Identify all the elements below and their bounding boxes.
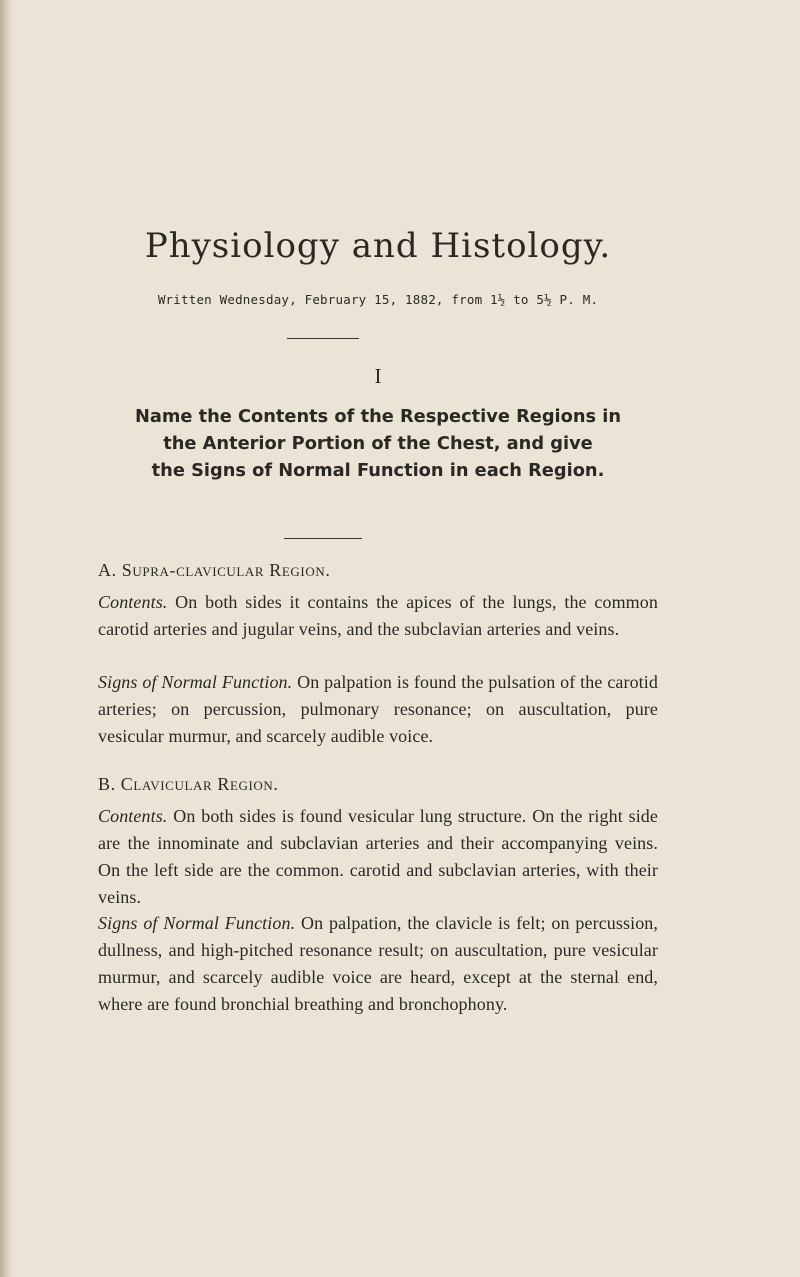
question-number: I bbox=[374, 364, 382, 388]
exam-dateline: Written Wednesday, February 15, 1882, from 1½ to 5½ P. M. bbox=[157, 292, 599, 307]
page-title: Physiology and Histology. bbox=[144, 226, 612, 266]
section-a-signs bbox=[98, 669, 658, 750]
page-binding-edge bbox=[0, 0, 14, 1277]
question-text bbox=[98, 403, 658, 484]
section-b-contents bbox=[98, 803, 658, 911]
section-b-heading: B. Clavicular Region. bbox=[98, 774, 279, 794]
signs-text: On palpation is found the pulsation of the carotid arteries; on percussion, pulmonary resonance; on auscultation, pure vesicular murmur, and scarcely audible voice. bbox=[98, 672, 658, 746]
signs-label: Signs of Normal Function. bbox=[98, 913, 302, 933]
section-b-signs bbox=[98, 910, 658, 1018]
contents-label: Contents. bbox=[98, 806, 174, 826]
question-line: the Anterior Portion of the Chest, and give bbox=[163, 433, 593, 454]
contents-text: On both sides is found vesicular lung structure. On the right side are the innominate and subclavian arteries and their accompanying veins. On the left side are the common. carotid and subclavian arteries, with their veins. bbox=[98, 806, 658, 907]
section-a-heading: A. Supra-clavicular Region. bbox=[98, 560, 331, 580]
divider-rule bbox=[287, 338, 359, 339]
contents-text: On both sides it contains the apices of the lungs, the common carotid arteries and jugular veins, and the subclavian arteries and veins. bbox=[98, 592, 658, 639]
signs-label: Signs of Normal Function. bbox=[98, 672, 298, 692]
question-line: the Signs of Normal Function in each Region. bbox=[151, 460, 605, 481]
question-line: Name the Contents of the Respective Regions in bbox=[134, 406, 622, 427]
divider-rule bbox=[284, 538, 362, 539]
section-a-contents bbox=[98, 589, 658, 643]
contents-label: Contents. bbox=[98, 592, 176, 612]
signs-text: On palpation, the clavicle is felt; on percussion, dullness, and high-pitched resonance result; on auscultation, pure vesicular murmur, and scarcely audible voice are heard, except at the sternal end, where are found bronchial breathing and bronchophony. bbox=[98, 913, 659, 1014]
document-page bbox=[98, 0, 658, 1277]
